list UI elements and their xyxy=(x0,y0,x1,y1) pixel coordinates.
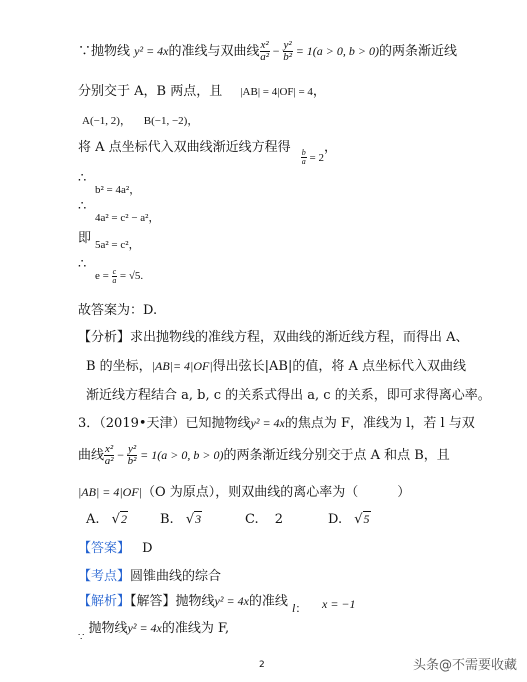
math-span: l xyxy=(292,601,296,615)
text-line xyxy=(78,621,230,643)
math-span: − xyxy=(269,44,283,58)
text-span: 3．（2019•天津）已知抛物线 xyxy=(78,416,251,431)
text-span: 的准线与双曲线 xyxy=(168,44,260,59)
text-span: ， xyxy=(324,140,338,155)
option-label: D. xyxy=(328,512,343,527)
text-span: 抛物线 xyxy=(88,621,128,636)
math-span: 4a² = c² − a² xyxy=(95,212,149,224)
fraction: $\frac{\text{x²}}{\text{a²}}$ xyxy=(104,443,114,467)
analysis-tag: 【分析】 xyxy=(78,330,131,345)
topic-value: 圆锥曲线的综合 xyxy=(130,569,222,584)
fraction: $\frac{\text{y²}}{\text{b²}}$ xyxy=(127,443,137,467)
text-line xyxy=(78,200,86,213)
analysis-line xyxy=(78,331,469,344)
math-span: y² = 4x xyxy=(214,594,249,608)
math-span: x = −1 xyxy=(322,597,356,611)
text-line xyxy=(95,268,143,285)
point-a: A(−1, 2) xyxy=(82,115,120,127)
text-span: 抛物线 xyxy=(91,44,135,59)
math-span: − xyxy=(114,448,127,462)
text-line xyxy=(82,116,198,127)
text-line xyxy=(95,185,140,196)
math-span: |AB| = 4|OF| xyxy=(78,485,142,499)
text-span: B 的坐标， xyxy=(86,359,152,374)
text-span: 的准线为 F, xyxy=(161,621,230,636)
topic-tag: 【考点】 xyxy=(78,569,131,584)
fraction: $\frac{\text{x²}}{\text{a²}}$ xyxy=(260,39,270,63)
question-line xyxy=(78,444,450,467)
text-line xyxy=(78,304,157,317)
math-span: y² = 4x xyxy=(250,416,285,430)
text-span: ， xyxy=(148,212,160,224)
text-line xyxy=(78,139,338,166)
analysis-line xyxy=(86,360,466,373)
text-span: ， xyxy=(187,115,199,127)
math-span: = 1(a > 0, b > 0) xyxy=(292,44,379,58)
math-span: = √5 xyxy=(117,270,141,283)
watermark-text: 头条@不需要收藏 xyxy=(412,658,517,673)
text-span: 的准线 xyxy=(248,594,288,609)
math-span: e = xyxy=(95,270,112,283)
text-line xyxy=(78,232,91,245)
text-line xyxy=(78,172,86,185)
option-label: B. xyxy=(160,512,174,527)
option-value: 2 xyxy=(274,512,284,527)
option-a xyxy=(86,513,128,526)
sqrt: √5 xyxy=(354,512,370,527)
math-span: |AB|= 4|OF| xyxy=(151,359,213,373)
solution-line xyxy=(292,602,306,615)
option-label: A. xyxy=(86,512,100,527)
math-span: = 1(a > 0, b > 0) xyxy=(137,448,224,462)
question-line xyxy=(78,417,475,430)
text-span: ， xyxy=(129,184,141,196)
solution-line xyxy=(78,595,288,608)
therefore-symbol: ∴ xyxy=(78,171,87,186)
text-span: 曲线 xyxy=(78,448,105,463)
topic-line xyxy=(78,570,221,583)
math-span: y² = 4x xyxy=(127,621,162,635)
therefore-symbol: ∴ xyxy=(78,199,87,214)
math-span: |AB| = 4|OF| = 4 xyxy=(240,86,313,98)
text-span: 求出抛物线的准线方程，双曲线的渐近线方程，而得出 A、 xyxy=(130,330,469,345)
text-line xyxy=(78,258,86,271)
text-span: 的两条渐近线分别交于点 A 和点 B，且 xyxy=(223,448,450,463)
text-span: 故答案为：D. xyxy=(78,303,158,318)
sqrt: √2 xyxy=(111,512,127,527)
math-span: = 2 xyxy=(306,152,325,164)
answer-value: D xyxy=(142,541,153,556)
text-span: 得出弦长|AB|的值，将 A 点坐标代入双曲线 xyxy=(212,359,466,374)
solution-line xyxy=(322,598,356,611)
question-line xyxy=(78,486,410,499)
option-d xyxy=(328,513,371,526)
sqrt: √3 xyxy=(185,512,202,527)
text-span: 渐近线方程结合 a, b, c 的关系式得出 a, c 的关系，即可求得离心率。 xyxy=(86,388,491,403)
answer-tag: 【答案】 xyxy=(78,541,131,556)
watermark xyxy=(413,654,517,673)
text-span: 的两条渐近线 xyxy=(378,44,457,59)
fraction: $\frac{\text{y²}}{\text{b²}}$ xyxy=(283,39,292,63)
fraction: $\frac{c}{a}$ xyxy=(112,267,117,285)
text-span: ， xyxy=(312,84,326,99)
analysis-line xyxy=(86,389,491,402)
math-span: y² = 4x xyxy=(134,44,169,58)
text-span: 即 xyxy=(78,231,92,246)
math-span: b² = 4a² xyxy=(95,184,130,196)
text-span: 将 A 点坐标代入双曲线渐近线方程得 xyxy=(78,140,291,155)
text-line xyxy=(78,85,326,98)
point-b: B(−1, −2) xyxy=(143,115,188,127)
text-span: ， xyxy=(128,239,140,251)
text-line xyxy=(95,213,159,224)
answer-tag: 【解答】 xyxy=(130,594,176,609)
text-line xyxy=(78,40,457,63)
answer-line xyxy=(78,542,153,555)
text-span: 抛物线 xyxy=(175,594,215,609)
option-b xyxy=(160,513,202,526)
text-span: ， xyxy=(119,115,131,127)
text-span: 分别交于 A，B 两点，且 xyxy=(78,84,223,99)
therefore-symbol: ∴ xyxy=(78,257,87,272)
text-line xyxy=(95,240,140,251)
option-label: C. xyxy=(245,512,259,527)
because-symbol: ∵ xyxy=(78,44,92,59)
solution-tag: 【解析】 xyxy=(78,594,131,609)
because-symbol: ∵ xyxy=(78,632,85,643)
text-span: ： xyxy=(295,603,307,615)
text-span: 的焦点为 F，准线为 l，若 l 与双 xyxy=(284,416,475,431)
text-span: . xyxy=(140,270,144,283)
fraction: $\frac{b}{a}$ xyxy=(301,148,306,166)
math-span: 5a² = c² xyxy=(95,239,129,251)
page-number: 2 xyxy=(259,660,265,670)
option-c xyxy=(245,513,283,526)
text-span: （O 为原点），则双曲线的离心率为（ ） xyxy=(141,485,411,500)
